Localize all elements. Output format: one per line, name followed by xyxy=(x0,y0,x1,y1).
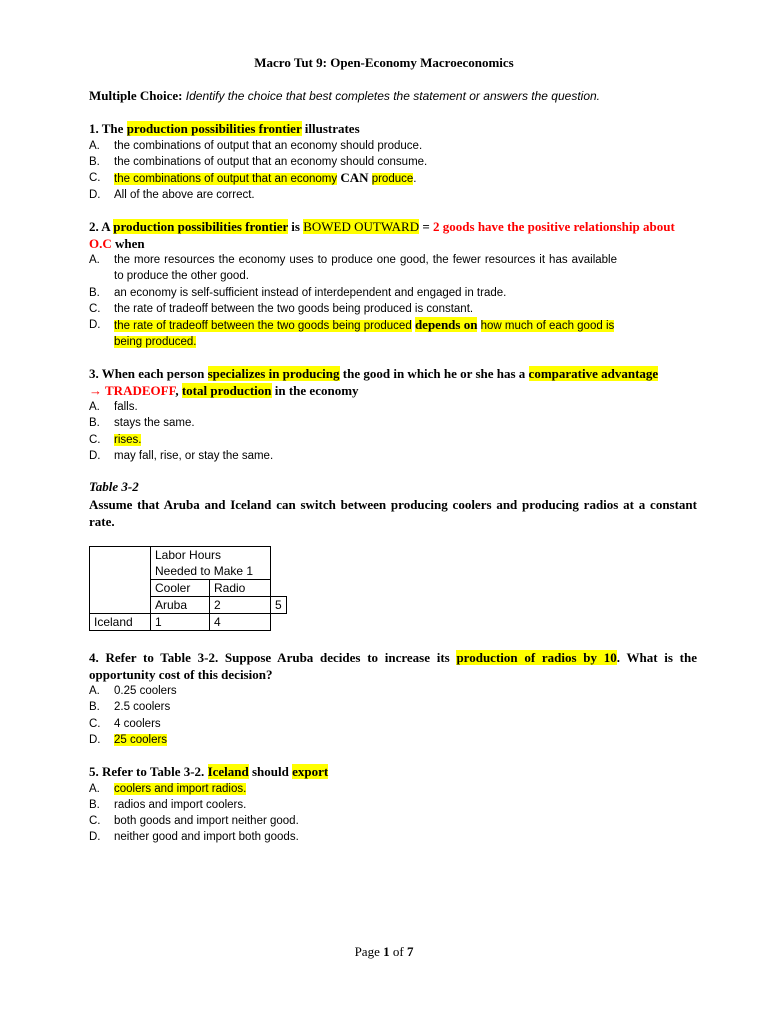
question-1-option-a: A. the combinations of output that an economy should produce. xyxy=(89,139,423,152)
question-1-option-c: C. the combinations of output that an economy CAN produce. xyxy=(89,170,417,186)
labor-hours-table xyxy=(89,546,287,631)
question-2-stem: 2. A production possibilities frontier is BOWED OUTWARD = 2 goods have the positive relationship about O.C when xyxy=(89,219,675,251)
question-5-option-b: B. radios and import coolers. xyxy=(89,798,247,811)
question-4-stem: 4. Refer to Table 3-2. Suppose Aruba decides to increase its production of radios by 10. What is the opportunity cost of this decision? xyxy=(89,650,697,682)
question-4-option-a: A. 0.25 coolers xyxy=(89,685,177,697)
table-description: Assume that Aruba and Iceland can switch between producing coolers and producing radios at a constant rate. xyxy=(89,497,697,529)
question-2-option-c: C. the rate of tradeoff between the two goods being produced is constant. xyxy=(89,302,474,315)
question-1-option-d: D. All of the above are correct. xyxy=(89,189,255,202)
page-footer: Page 1 of 7 xyxy=(354,944,414,959)
question-3-option-a: A. falls. xyxy=(89,401,138,413)
question-1 xyxy=(89,121,697,204)
instructions xyxy=(89,88,600,104)
table-header: Labor Hours Needed to Make 1 xyxy=(151,547,271,580)
question-4 xyxy=(89,650,697,748)
question-3-option-c: C. rises. xyxy=(89,433,142,446)
question-1-stem: 1. The production possibilities frontier illustrates xyxy=(89,121,360,136)
question-2-option-b: B. an economy is self-sufficient instead of interdependent and engaged in trade. xyxy=(89,286,507,299)
question-3 xyxy=(89,366,697,464)
question-4-option-d: D. 25 coolers xyxy=(89,733,168,746)
question-2 xyxy=(89,219,697,351)
page-title: Macro Tut 9: Open-Economy Macroeconomics xyxy=(254,55,514,70)
question-2-option-d: D. the rate of tradeoff between the two goods being produced depends on how much of each good is being produced. xyxy=(89,317,615,349)
question-5-stem: 5. Refer to Table 3-2. Iceland should export xyxy=(89,764,329,779)
row-radio: 5 xyxy=(271,597,287,614)
question-3-option-b: B. stays the same. xyxy=(89,417,195,430)
question-2-option-a: A. the more resources the economy uses to produce one good, the fewer resources it has available to produce the other good. xyxy=(89,254,617,283)
row-country: Iceland xyxy=(90,614,151,631)
instructions-label: Multiple Choice: xyxy=(89,88,183,103)
row-cooler: 1 xyxy=(151,614,210,631)
question-3-option-d: D. may fall, rise, or stay the same. xyxy=(89,449,274,462)
instructions-text: Identify the choice that best completes the statement or answers the question. xyxy=(185,89,600,103)
question-4-option-c: C. 4 coolers xyxy=(89,717,161,730)
col-header-radio: Radio xyxy=(210,580,271,597)
question-5-option-d: D. neither good and import both goods. xyxy=(89,831,299,844)
row-country: Aruba xyxy=(151,597,210,614)
question-1-option-b: B. the combinations of output that an economy should consume. xyxy=(89,155,428,168)
question-4-option-b: B. 2.5 coolers xyxy=(89,701,171,714)
col-header-cooler: Cooler xyxy=(151,580,210,597)
question-5-option-c: C. both goods and import neither good. xyxy=(89,815,299,828)
question-5 xyxy=(89,764,697,846)
table-title: Table 3-2 xyxy=(89,479,139,494)
row-cooler: 2 xyxy=(210,597,271,614)
row-radio: 4 xyxy=(210,614,271,631)
table-corner-cell xyxy=(90,547,151,614)
question-3-stem: 3. When each person specializes in producing the good in which he or she has a comparative advantage → TRADEOFF, total production in the economy xyxy=(89,366,659,398)
question-5-option-a: A. coolers and import radios. xyxy=(89,782,247,795)
table-row xyxy=(90,614,287,631)
